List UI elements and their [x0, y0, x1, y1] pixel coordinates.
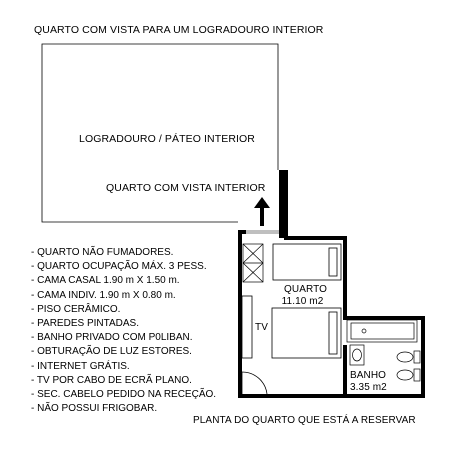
plan-title: QUARTO COM VISTA PARA UM LOGRADOURO INTERIOR	[34, 24, 324, 36]
list-item: - NÃO POSSUI FRIGOBAR.	[31, 403, 158, 415]
room-area: 11.10 m2	[281, 296, 324, 307]
list-item: - SEC. CABELO PEDIDO NA RECEÇÃO.	[31, 389, 217, 401]
list-item: - PAREDES PINTADAS.	[31, 318, 139, 330]
list-item: - QUARTO OCUPAÇÃO MÁX. 3 PESS.	[31, 261, 207, 273]
bath-label	[350, 370, 387, 394]
room-label	[278, 284, 327, 308]
room-name: QUARTO	[284, 284, 328, 295]
list-item: - CAMA INDIV. 1.90 m X 0.80 m.	[31, 289, 176, 301]
room-features-list	[31, 246, 216, 416]
bidet	[397, 369, 420, 381]
room-walls	[238, 230, 425, 398]
bath-area: 3.35 m2	[350, 382, 387, 393]
single-bed	[273, 244, 341, 280]
view-arrow-icon	[254, 197, 270, 226]
tv-label: TV	[255, 322, 268, 333]
double-bed	[272, 308, 341, 358]
plan-caption: PLANTA DO QUARTO QUE ESTÁ A RESERVAR	[193, 415, 416, 426]
bath-name: BANHO	[350, 370, 387, 381]
exterior-wall	[279, 170, 288, 238]
bath-sink	[350, 345, 364, 365]
list-item: - QUARTO NÃO FUMADORES.	[31, 247, 174, 258]
window	[246, 231, 284, 233]
list-item: - PISO CERÂMICO.	[31, 303, 121, 315]
list-item: - CAMA CASAL 1.90 m X 1.50 m.	[31, 275, 180, 287]
list-item: - OBTURAÇÃO DE LUZ ESTORES.	[31, 346, 192, 358]
room-view-label: QUARTO COM VISTA INTERIOR	[106, 182, 266, 194]
list-item: - INTERNET GRÁTIS.	[31, 360, 130, 372]
tv-unit	[242, 296, 252, 358]
door	[242, 372, 267, 394]
list-item: - BANHO PRIVADO COM P0LIBAN.	[31, 332, 193, 344]
courtyard-label: LOGRADOURO / PÁTEO INTERIOR	[79, 133, 255, 145]
list-item: - TV POR CABO DE ECRÃ PLANO.	[31, 374, 192, 386]
bath-shower	[347, 320, 417, 342]
toilet	[397, 351, 420, 363]
wardrobe	[243, 244, 263, 282]
